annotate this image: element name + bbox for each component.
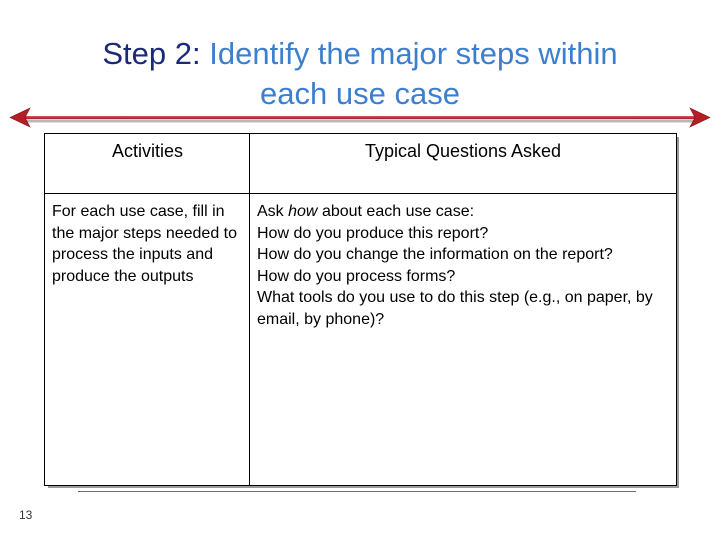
title-line1: Identify the major steps within [209, 36, 618, 71]
table-shadow-bottom [48, 486, 679, 488]
table-shadow-right [677, 137, 679, 488]
slide-title [40, 34, 680, 114]
question-item: How do you change the information on the report? [257, 246, 613, 263]
header-activities: Activities [111, 141, 183, 161]
question-item: How do you produce this report? [257, 224, 489, 242]
question-item: What tools do you use to do this step (e.g., on paper, by email, by phone)? [257, 289, 653, 328]
questions-intro [257, 201, 672, 223]
question-item: How do you process forms? [257, 267, 456, 285]
page-number: 13 [19, 508, 33, 522]
intro-suffix: about each use case: [321, 203, 475, 220]
header-cell-questions [249, 133, 677, 195]
header-questions: Typical Questions Asked [364, 141, 562, 161]
title-line2: each use case [260, 76, 460, 111]
header-cell-activities [44, 133, 251, 195]
questions-list [257, 201, 672, 330]
intro-prefix: Ask [257, 203, 284, 220]
steps-table [44, 133, 677, 486]
bottom-divider [78, 491, 636, 492]
title-step-label: Step 2: [102, 36, 201, 71]
activities-cell [44, 193, 251, 486]
double-arrow-divider [8, 104, 712, 134]
questions-cell [249, 193, 677, 486]
intro-emphasis: how [288, 203, 318, 220]
activities-text: For each use case, fill in the major steps needed to process the inputs and produce the outputs [52, 203, 238, 285]
